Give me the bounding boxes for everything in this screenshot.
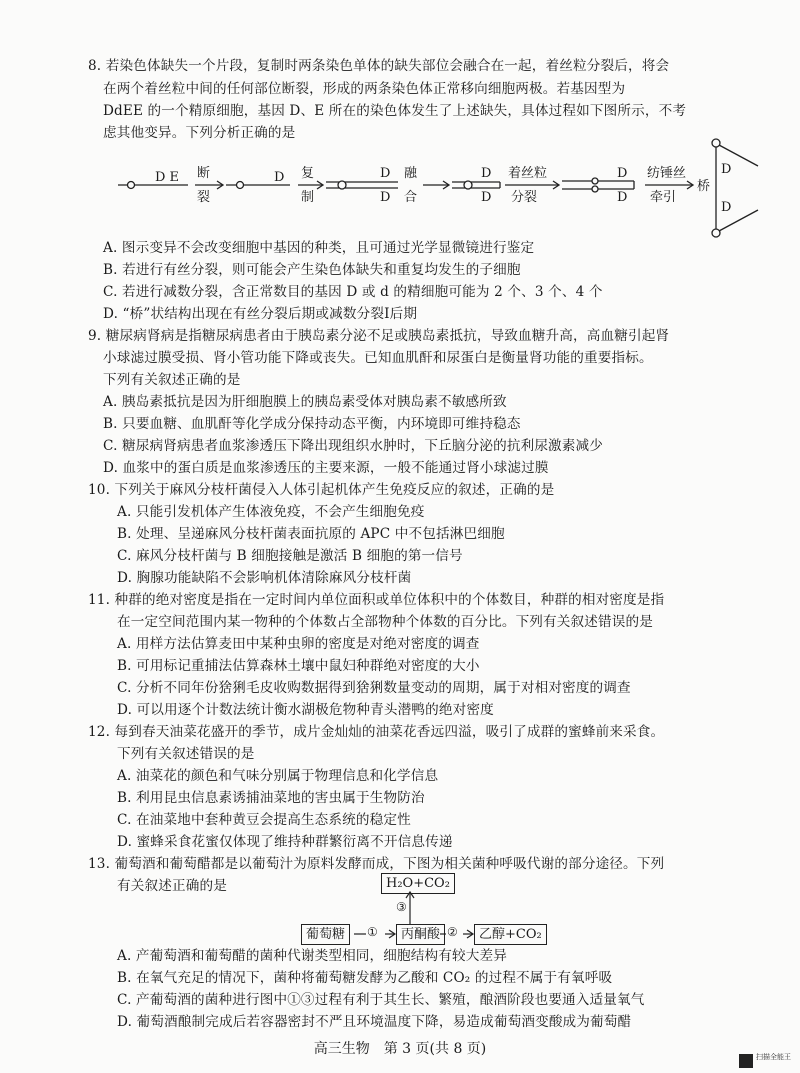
q8-stem-line-4: 虑其他变异。下列分析正确的是 bbox=[103, 125, 296, 141]
q11-option-d: D. 可以用逐个计数法统计衡水湖极危物种青头潜鸭的绝对密度 bbox=[117, 702, 494, 718]
q11-option-b: B. 可用标记重捕法估算森林土壤中鼠妇种群绝对密度的大小 bbox=[117, 658, 480, 674]
bridge-gene-bottom: D bbox=[721, 200, 732, 215]
q8-stem-line-3: DdEE 的一个精原细胞，基因 D、E 所在的染色体发生了上述缺失，具体过程如下图所示，不考 bbox=[103, 103, 687, 119]
step-3-marker: ③ bbox=[396, 900, 407, 914]
q9-stem-line-1: 9. 糖尿病肾病是指糖尿病患者由于胰岛素分泌不足或胰岛素抵抗，导致血糖升高，高血糖引起肾 bbox=[88, 328, 670, 344]
q9-stem-line-3: 下列有关叙述正确的是 bbox=[103, 372, 241, 388]
q9-option-d: D. 血浆中的蛋白质是血浆渗透压的主要来源，一般不能通过肾小球滤过膜 bbox=[103, 460, 549, 476]
q10-option-c: C. 麻风分枝杆菌与 B 细胞接触是激活 B 细胞的第一信号 bbox=[117, 548, 463, 564]
gene-de-label: D E bbox=[155, 170, 180, 185]
q8-option-b: B. 若进行有丝分裂，则可能会产生染色体缺失和重复均发生的子细胞 bbox=[103, 262, 521, 278]
gene-d-label: D bbox=[274, 170, 285, 185]
q8-option-c: C. 若进行减数分裂，含正常数目的基因 D 或 d 的精细胞可能为 2 个、3 个、4 个 bbox=[103, 284, 603, 300]
q13-option-b: B. 在氧气充足的情况下，菌种将葡萄糖发酵为乙酸和 CO₂ 的过程不属于有氧呼吸 bbox=[117, 970, 613, 986]
gene-d-fused-top: D bbox=[481, 166, 492, 181]
q12-option-d: D. 蜜蜂采食花蜜仅体现了维持种群繁衍离不开信息传递 bbox=[117, 834, 453, 850]
q9-option-a: A. 胰岛素抵抗是因为肝细胞膜上的胰岛素受体对胰岛素不敏感所致 bbox=[103, 394, 507, 410]
q8-option-a: A. 图示变异不会改变细胞中基因的种类，且可通过光学显微镜进行鉴定 bbox=[103, 240, 535, 256]
step-2-marker: ② bbox=[447, 925, 458, 939]
gene-d-fused-bottom: D bbox=[481, 190, 492, 205]
q10-option-b: B. 处理、呈递麻风分枝杆菌表面抗原的 APC 中不包括淋巴细胞 bbox=[117, 526, 505, 542]
watermark-text: 扫描全能王 bbox=[756, 1053, 791, 1061]
step-centromere-2: 分裂 bbox=[511, 190, 538, 205]
q12-option-a: A. 油菜花的颜色和气味分别属于物理信息和化学信息 bbox=[117, 768, 439, 784]
page-footer: 高三生物 第 3 页(共 8 页) bbox=[313, 1041, 487, 1057]
q12-option-b: B. 利用昆虫信息素诱捕油菜地的害虫属于生物防治 bbox=[117, 790, 425, 806]
q11-stem-line-1: 11. 种群的绝对密度是指在一定时间内单位面积或单位体积中的个体数目，种群的相对密度是指 bbox=[88, 592, 665, 608]
bridge-label: 桥 bbox=[697, 179, 711, 194]
step-copy-2: 制 bbox=[301, 190, 315, 205]
step-fuse-1: 融 bbox=[404, 166, 418, 181]
pyruvate-box: 丙酮酸 bbox=[396, 924, 445, 945]
scanner-logo-icon bbox=[739, 1054, 753, 1068]
gene-d-top: D bbox=[380, 166, 391, 181]
q10-stem: 10. 下列关于麻风分枝杆菌侵入人体引起机体产生免疫反应的叙述，正确的是 bbox=[88, 482, 555, 498]
step-spindle-1: 纺锤丝 bbox=[647, 166, 687, 181]
gene-d-split-bottom: D bbox=[617, 190, 628, 205]
step-1-marker: ① bbox=[367, 925, 378, 939]
step-copy-1: 复 bbox=[301, 166, 315, 181]
ethanol-co2-box: 乙醇+CO₂ bbox=[474, 924, 547, 945]
q8-option-d: D. “桥”状结构出现在有丝分裂后期或减数分裂Ⅰ后期 bbox=[103, 306, 418, 322]
q10-option-a: A. 只能引发机体产生体液免疫，不会产生细胞免疫 bbox=[117, 504, 425, 520]
q9-stem-line-2: 小球滤过膜受损、肾小管功能下降或丧失。已知血肌酐和尿蛋白是衡量肾功能的重要指标。 bbox=[103, 350, 653, 366]
q13-option-c: C. 产葡萄酒的菌种进行图中①③过程有利于其生长、繁殖，酿酒阶段也要通入适量氧气 bbox=[117, 992, 645, 1008]
h2o-co2-box: H₂O+CO₂ bbox=[381, 873, 455, 894]
q8-stem-line-2: 在两个着丝粒中间的任何部位断裂，形成的两条染色体正常移向细胞两极。若基因型为 bbox=[103, 81, 626, 97]
q10-option-d: D. 胸腺功能缺陷不会影响机体清除麻风分枝杆菌 bbox=[117, 570, 412, 586]
step-break-2: 裂 bbox=[197, 190, 211, 205]
q12-stem-line-1: 12. 每到春天油菜花盛开的季节，成片金灿灿的油菜花香远四溢，吸引了成群的蜜蜂前来采食。 bbox=[88, 724, 665, 740]
q9-option-c: C. 糖尿病肾病患者血浆渗透压下降出现组织水肿时，下丘脑分泌的抗利尿激素减少 bbox=[103, 438, 604, 454]
q13-stem-line-2: 有关叙述正确的是 bbox=[117, 878, 227, 894]
q8-stem-line-1: 8. 若染色体缺失一个片段，复制时两条染色单体的缺失部位会融合在一起，着丝粒分裂后，将会 bbox=[88, 58, 670, 74]
step-fuse-2: 合 bbox=[404, 190, 418, 205]
q12-option-c: C. 在油菜地中套种黄豆会提高生态系统的稳定性 bbox=[117, 812, 411, 828]
step-centromere-1: 着丝粒 bbox=[508, 166, 548, 181]
q13-stem-line-1: 13. 葡萄酒和葡萄醋都是以葡萄汁为原料发酵而成，下图为相关菌种呼吸代谢的部分途径。下列 bbox=[88, 856, 665, 872]
glucose-box: 葡萄糖 bbox=[301, 924, 350, 945]
bridge-gene-top: D bbox=[721, 162, 732, 177]
q9-option-b: B. 只要血糖、血肌酐等化学成分保持动态平衡，内环境即可维持稳态 bbox=[103, 416, 521, 432]
gene-d-split-top: D bbox=[617, 166, 628, 181]
q13-option-d: D. 葡萄酒酿制完成后若容器密封不严且环境温度下降，易造成葡萄酒变酸成为葡萄醋 bbox=[117, 1014, 632, 1030]
q13-option-a: A. 产葡萄酒和葡萄醋的菌种代谢类型相同，细胞结构有较大差异 bbox=[117, 948, 507, 964]
q11-stem-line-2: 在一定空间范围内某一物种的个体数占全部物种个体数的百分比。下列有关叙述错误的是 bbox=[117, 614, 654, 630]
q12-stem-line-2: 下列有关叙述错误的是 bbox=[117, 746, 255, 762]
step-spindle-2: 牵引 bbox=[650, 190, 677, 205]
q11-option-c: C. 分析不同年份猞猁毛皮收购数据得到猞猁数量变动的周期，属于对相对密度的调查 bbox=[117, 680, 631, 696]
step-break-1: 断 bbox=[197, 166, 211, 181]
q11-option-a: A. 用样方法估算麦田中某种虫卵的密度是对绝对密度的调查 bbox=[117, 636, 480, 652]
gene-d-bottom: D bbox=[380, 190, 391, 205]
